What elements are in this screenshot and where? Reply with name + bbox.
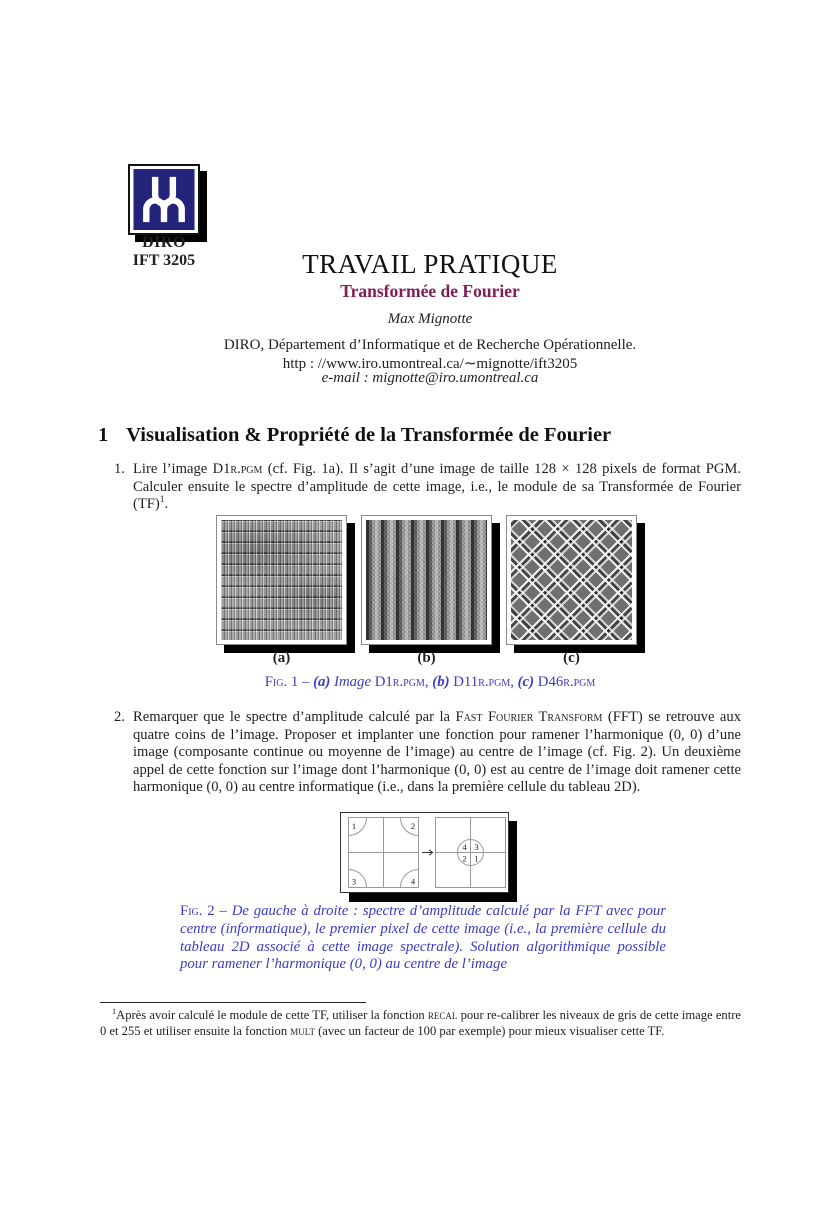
udem-diro-logo — [128, 164, 200, 235]
document-subtitle: Transformée de Fourier — [340, 281, 520, 301]
udem-logo-icon — [133, 169, 195, 230]
figure1-sublabel-b: (b) — [417, 650, 436, 666]
figure1-sublabel-c: (c) — [563, 650, 580, 666]
list-item-2-number: 2. — [114, 709, 125, 725]
org-label: DIRO — [142, 234, 186, 251]
section-number: 1 — [98, 424, 109, 446]
email-address: e-mail : mignotte@iro.umontreal.ca — [321, 370, 539, 386]
figure1-caption: Fig. 1 – (a) Image D1r.pgm, (b) D11r.pgm, (c) D46r.pgm — [264, 674, 596, 690]
figure1-sublabel-a: (a) — [272, 650, 291, 666]
author-name: Max Mignotte — [387, 311, 473, 327]
figure1-image-a — [216, 515, 347, 645]
affiliation-line: DIRO, Département d’Informatique et de Recherche Opérationnelle. — [223, 337, 637, 353]
section-heading — [98, 424, 758, 447]
circle-label-3: 3 — [474, 842, 479, 852]
list-item-2-text: Remarquer que le spectre d’amplitude calculé par la Fast Fourier Transform (FFT) se retrouve aux quatre coins de l’image. Proposer et implanter une fonction pour ramener l’harmonique (0, 0) d’une image (composante continue ou moyenne de l’image) au centre de l’image (cf. Fig. 2). Un deuxième appel de cette fonction sur l’image dont l’harmonique (0, 0) est au centre de l’image doit ramener cette harmonique (0, 0) au centre informatique (i.e., dans la première cellule du tableau 2D). — [133, 709, 741, 796]
website-url: http : //www.iro.umontreal.ca/∼mignotte/ift3205 — [282, 355, 578, 372]
figure1-image-c — [506, 515, 637, 645]
list-item-1-number: 1. — [114, 461, 125, 477]
circle-label-2: 2 — [462, 853, 467, 864]
list-item-1-text: Lire l’image D1r.pgm (cf. Fig. 1a). Il s’agit d’une image de taille 128 × 128 pixels de format PGM. Calculer ensuite le spectre d’amplitude de cette image, i.e., le module de sa Transformée de Fourier (TF)$^1$. — [133, 461, 741, 513]
corner-label-1: 1 — [351, 821, 357, 831]
figure1-image-b — [361, 515, 492, 645]
footnote-text: $^1$Après avoir calculé le module de cette TF, utiliser la fonction recal pour re-calibrer les niveaux de gris de cette image entre 0 et 255 et utiliser ensuite la fonction mult (avec un facteur de 100 par exemple) pour mieux visualiser cette TF. — [100, 1006, 741, 1039]
figure2-diagram — [340, 812, 518, 904]
figure2-caption: Fig. 2 – De gauche à droite : spectre d’amplitude calculé par la FFT avec pour centre (informatique), le premier pixel de cette image (i.e., la première cellule du tableau 2D associé à cette image spectrale). Solution algorithmique possible pour ramener l’harmonique (0, 0) au centre de l’image — [180, 903, 667, 973]
texture-d1r-image — [221, 520, 342, 640]
corner-label-3: 3 — [351, 876, 357, 887]
section-title: Visualisation & Propriété de la Transformée de Fourier — [126, 424, 612, 446]
document-title: TRAVAIL PRATIQUE — [302, 249, 558, 279]
texture-d46r-image — [511, 520, 632, 640]
texture-d11r-image — [366, 520, 487, 640]
corner-label-4: 4 — [410, 876, 416, 887]
circle-label-4: 4 — [462, 842, 467, 852]
corner-label-2: 2 — [410, 821, 416, 831]
footnote-rule — [100, 1002, 366, 1003]
course-label: IFT 3205 — [132, 252, 196, 269]
circle-label-1: 1 — [474, 853, 479, 864]
